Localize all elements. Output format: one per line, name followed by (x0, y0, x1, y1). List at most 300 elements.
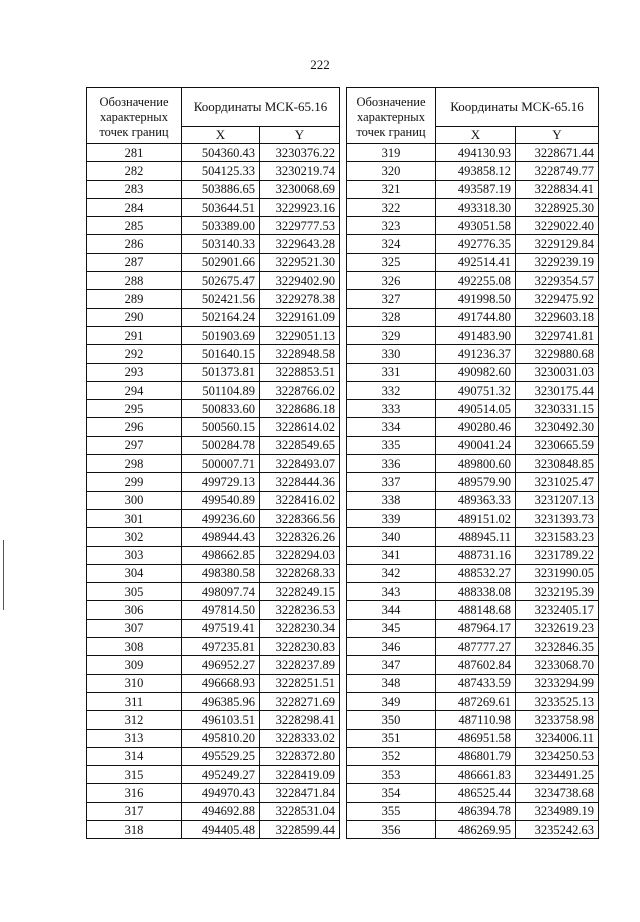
coordinates-header-left: Координаты МСК-65.16 (182, 88, 340, 127)
y-coordinate-right: 3232619.23 (516, 619, 599, 637)
point-number-right: 356 (347, 820, 436, 838)
column-gap (340, 436, 347, 454)
point-number-left: 307 (87, 619, 182, 637)
table-row (87, 729, 599, 747)
x-coordinate-right: 490041.24 (436, 436, 516, 454)
x-coordinate-right: 488945.11 (436, 528, 516, 546)
x-coordinate-right: 487269.61 (436, 692, 516, 710)
point-designation-header-left: Обозначение характерных точек границ (87, 88, 182, 144)
x-coordinate-left: 494692.88 (182, 802, 260, 820)
column-gap (340, 491, 347, 509)
point-number-right: 352 (347, 747, 436, 765)
x-coordinate-right: 487110.98 (436, 711, 516, 729)
table-row (87, 217, 599, 235)
table-body (87, 144, 599, 839)
x-coordinate-left: 496103.51 (182, 711, 260, 729)
table-row (87, 455, 599, 473)
column-gap (340, 802, 347, 820)
point-number-right: 341 (347, 546, 436, 564)
column-gap (340, 88, 347, 144)
column-gap (340, 729, 347, 747)
point-number-right: 328 (347, 308, 436, 326)
point-number-right: 348 (347, 674, 436, 692)
y-coordinate-right: 3234491.25 (516, 766, 599, 784)
x-coordinate-left: 497519.41 (182, 619, 260, 637)
point-number-left: 317 (87, 802, 182, 820)
point-number-right: 333 (347, 400, 436, 418)
x-coordinate-left: 494970.43 (182, 784, 260, 802)
y-coordinate-left: 3228416.02 (260, 491, 340, 509)
point-number-right: 350 (347, 711, 436, 729)
column-gap (340, 455, 347, 473)
x-coordinate-right: 487964.17 (436, 619, 516, 637)
y-coordinate-left: 3228493.07 (260, 455, 340, 473)
table-row (87, 674, 599, 692)
column-gap (340, 747, 347, 765)
y-coordinate-right: 3228834.41 (516, 180, 599, 198)
y-coordinate-left: 3228948.58 (260, 345, 340, 363)
x-coordinate-left: 501903.69 (182, 326, 260, 344)
table-row (87, 326, 599, 344)
column-gap (340, 363, 347, 381)
column-gap (340, 198, 347, 216)
y-coordinate-right: 3234006.11 (516, 729, 599, 747)
x-coordinate-right: 493051.58 (436, 217, 516, 235)
point-number-left: 304 (87, 564, 182, 582)
column-gap (340, 656, 347, 674)
x-coordinate-left: 504125.33 (182, 162, 260, 180)
point-number-left: 282 (87, 162, 182, 180)
x-coordinate-left: 500560.15 (182, 418, 260, 436)
y-coordinate-left: 3228326.26 (260, 528, 340, 546)
scan-mark (3, 540, 4, 610)
point-number-right: 337 (347, 473, 436, 491)
table-row (87, 198, 599, 216)
y-coordinate-left: 3228766.02 (260, 381, 340, 399)
y-coordinate-left: 3228549.65 (260, 436, 340, 454)
x-coordinate-right: 487777.27 (436, 638, 516, 656)
point-number-left: 293 (87, 363, 182, 381)
table-row (87, 308, 599, 326)
x-coordinate-right: 487602.84 (436, 656, 516, 674)
y-coordinate-left: 3228366.56 (260, 509, 340, 527)
x-coordinate-left: 498380.58 (182, 564, 260, 582)
y-coordinate-right: 3229239.19 (516, 253, 599, 271)
x-coordinate-right: 486269.95 (436, 820, 516, 838)
point-number-right: 349 (347, 692, 436, 710)
column-gap (340, 509, 347, 527)
x-coordinate-right: 491998.50 (436, 290, 516, 308)
y-coordinate-left: 3229161.09 (260, 308, 340, 326)
y-coordinate-right: 3234250.53 (516, 747, 599, 765)
point-designation-header-right: Обозначение характерных точек границ (347, 88, 436, 144)
coordinates-table (86, 87, 599, 839)
y-coordinate-right: 3230175.44 (516, 381, 599, 399)
y-coordinate-left: 3228419.09 (260, 766, 340, 784)
x-coordinate-left: 502421.56 (182, 290, 260, 308)
table-row (87, 400, 599, 418)
table-row (87, 784, 599, 802)
column-gap (340, 272, 347, 290)
x-coordinate-left: 500833.60 (182, 400, 260, 418)
point-number-right: 323 (347, 217, 436, 235)
point-number-right: 319 (347, 144, 436, 162)
point-number-left: 285 (87, 217, 182, 235)
x-coordinate-left: 502675.47 (182, 272, 260, 290)
table-row (87, 766, 599, 784)
column-gap (340, 601, 347, 619)
point-number-right: 335 (347, 436, 436, 454)
point-number-left: 291 (87, 326, 182, 344)
x-coordinate-right: 490982.60 (436, 363, 516, 381)
y-coordinate-right: 3229603.18 (516, 308, 599, 326)
point-number-left: 309 (87, 656, 182, 674)
point-number-left: 306 (87, 601, 182, 619)
x-coordinate-left: 498097.74 (182, 583, 260, 601)
y-coordinate-left: 3228614.02 (260, 418, 340, 436)
point-number-right: 342 (347, 564, 436, 582)
point-number-right: 347 (347, 656, 436, 674)
x-coordinate-left: 502901.66 (182, 253, 260, 271)
y-coordinate-right: 3228749.77 (516, 162, 599, 180)
point-number-left: 284 (87, 198, 182, 216)
x-coordinate-right: 488532.27 (436, 564, 516, 582)
point-number-right: 329 (347, 326, 436, 344)
point-number-left: 294 (87, 381, 182, 399)
point-number-right: 338 (347, 491, 436, 509)
point-number-left: 305 (87, 583, 182, 601)
column-gap (340, 711, 347, 729)
point-number-right: 353 (347, 766, 436, 784)
x-coordinate-right: 492255.08 (436, 272, 516, 290)
y-coordinate-left: 3230068.69 (260, 180, 340, 198)
table-row (87, 180, 599, 198)
point-number-right: 326 (347, 272, 436, 290)
page-number: 222 (310, 57, 330, 72)
x-coordinate-left: 498662.85 (182, 546, 260, 564)
x-coordinate-left: 496952.27 (182, 656, 260, 674)
x-coordinate-right: 490280.46 (436, 418, 516, 436)
y-header-left: Y (260, 127, 340, 144)
coordinates-header-right: Координаты МСК-65.16 (436, 88, 599, 127)
table-row (87, 436, 599, 454)
column-gap (340, 290, 347, 308)
table-row (87, 711, 599, 729)
table-row (87, 638, 599, 656)
x-coordinate-left: 501640.15 (182, 345, 260, 363)
point-number-left: 302 (87, 528, 182, 546)
x-coordinate-right: 493587.19 (436, 180, 516, 198)
y-coordinate-right: 3232846.35 (516, 638, 599, 656)
point-number-left: 286 (87, 235, 182, 253)
y-coordinate-right: 3229475.92 (516, 290, 599, 308)
y-header-right: Y (516, 127, 599, 144)
point-number-right: 343 (347, 583, 436, 601)
x-coordinate-left: 495810.20 (182, 729, 260, 747)
point-number-right: 334 (347, 418, 436, 436)
y-coordinate-left: 3228230.83 (260, 638, 340, 656)
y-coordinate-left: 3229521.30 (260, 253, 340, 271)
x-coordinate-right: 490751.32 (436, 381, 516, 399)
y-coordinate-left: 3230376.22 (260, 144, 340, 162)
point-number-left: 314 (87, 747, 182, 765)
x-coordinate-right: 494130.93 (436, 144, 516, 162)
y-coordinate-right: 3233525.13 (516, 692, 599, 710)
x-coordinate-right: 487433.59 (436, 674, 516, 692)
point-number-left: 295 (87, 400, 182, 418)
y-coordinate-right: 3233758.98 (516, 711, 599, 729)
x-coordinate-right: 489579.90 (436, 473, 516, 491)
column-gap (340, 235, 347, 253)
x-coordinate-right: 491744.80 (436, 308, 516, 326)
x-coordinate-left: 503886.65 (182, 180, 260, 198)
y-coordinate-right: 3229741.81 (516, 326, 599, 344)
x-coordinate-right: 486801.79 (436, 747, 516, 765)
column-gap (340, 619, 347, 637)
y-coordinate-left: 3229051.13 (260, 326, 340, 344)
x-coordinate-left: 497814.50 (182, 601, 260, 619)
x-coordinate-right: 490514.05 (436, 400, 516, 418)
x-coordinate-left: 501104.89 (182, 381, 260, 399)
point-number-left: 315 (87, 766, 182, 784)
table-row (87, 601, 599, 619)
y-coordinate-right: 3232195.39 (516, 583, 599, 601)
table-row (87, 235, 599, 253)
x-coordinate-left: 503140.33 (182, 235, 260, 253)
point-number-left: 281 (87, 144, 182, 162)
column-gap (340, 820, 347, 838)
table-row (87, 528, 599, 546)
y-coordinate-left: 3228249.15 (260, 583, 340, 601)
y-coordinate-left: 3229923.16 (260, 198, 340, 216)
point-number-left: 289 (87, 290, 182, 308)
point-number-right: 322 (347, 198, 436, 216)
table-row (87, 491, 599, 509)
y-coordinate-right: 3230331.15 (516, 400, 599, 418)
x-coordinate-right: 488148.68 (436, 601, 516, 619)
x-coordinate-left: 495249.27 (182, 766, 260, 784)
column-gap (340, 564, 347, 582)
point-number-right: 336 (347, 455, 436, 473)
x-coordinate-right: 489363.33 (436, 491, 516, 509)
point-number-left: 296 (87, 418, 182, 436)
x-coordinate-left: 495529.25 (182, 747, 260, 765)
x-coordinate-right: 488338.08 (436, 583, 516, 601)
column-gap (340, 692, 347, 710)
table-row (87, 509, 599, 527)
column-gap (340, 583, 347, 601)
y-coordinate-right: 3231025.47 (516, 473, 599, 491)
x-coordinate-left: 499540.89 (182, 491, 260, 509)
y-coordinate-left: 3228237.89 (260, 656, 340, 674)
x-coordinate-left: 500007.71 (182, 455, 260, 473)
point-number-left: 292 (87, 345, 182, 363)
point-number-right: 346 (347, 638, 436, 656)
point-number-right: 355 (347, 802, 436, 820)
y-coordinate-left: 3228230.34 (260, 619, 340, 637)
point-number-right: 327 (347, 290, 436, 308)
x-header-right: X (436, 127, 516, 144)
x-coordinate-left: 502164.24 (182, 308, 260, 326)
point-number-right: 344 (347, 601, 436, 619)
point-number-right: 354 (347, 784, 436, 802)
y-coordinate-left: 3228444.36 (260, 473, 340, 491)
table-row (87, 820, 599, 838)
column-gap (340, 418, 347, 436)
y-coordinate-right: 3230031.03 (516, 363, 599, 381)
table-row (87, 418, 599, 436)
point-number-left: 310 (87, 674, 182, 692)
point-number-left: 318 (87, 820, 182, 838)
table-row (87, 272, 599, 290)
table-row (87, 363, 599, 381)
point-number-left: 298 (87, 455, 182, 473)
y-coordinate-left: 3228599.44 (260, 820, 340, 838)
x-coordinate-right: 488731.16 (436, 546, 516, 564)
y-coordinate-left: 3228268.33 (260, 564, 340, 582)
column-gap (340, 400, 347, 418)
column-gap (340, 638, 347, 656)
y-coordinate-left: 3228686.18 (260, 400, 340, 418)
table-row (87, 345, 599, 363)
column-gap (340, 144, 347, 162)
y-coordinate-left: 3229402.90 (260, 272, 340, 290)
y-coordinate-right: 3234989.19 (516, 802, 599, 820)
y-coordinate-left: 3228294.03 (260, 546, 340, 564)
point-number-right: 325 (347, 253, 436, 271)
y-coordinate-right: 3232405.17 (516, 601, 599, 619)
point-number-right: 345 (347, 619, 436, 637)
table-row (87, 583, 599, 601)
y-coordinate-right: 3233068.70 (516, 656, 599, 674)
column-gap (340, 162, 347, 180)
x-coordinate-right: 492514.41 (436, 253, 516, 271)
y-coordinate-right: 3235242.63 (516, 820, 599, 838)
y-coordinate-left: 3229278.38 (260, 290, 340, 308)
x-coordinate-right: 491483.90 (436, 326, 516, 344)
y-coordinate-right: 3228671.44 (516, 144, 599, 162)
y-coordinate-right: 3231393.73 (516, 509, 599, 527)
x-coordinate-right: 486951.58 (436, 729, 516, 747)
y-coordinate-left: 3230219.74 (260, 162, 340, 180)
y-coordinate-right: 3230848.85 (516, 455, 599, 473)
point-number-left: 288 (87, 272, 182, 290)
y-coordinate-left: 3228471.84 (260, 784, 340, 802)
x-coordinate-right: 486525.44 (436, 784, 516, 802)
column-gap (340, 766, 347, 784)
y-coordinate-right: 3234738.68 (516, 784, 599, 802)
x-coordinate-right: 491236.37 (436, 345, 516, 363)
y-coordinate-right: 3231583.23 (516, 528, 599, 546)
y-coordinate-right: 3230665.59 (516, 436, 599, 454)
point-number-right: 339 (347, 509, 436, 527)
table-row (87, 473, 599, 491)
point-number-left: 300 (87, 491, 182, 509)
y-coordinate-left: 3228531.04 (260, 802, 340, 820)
point-number-left: 283 (87, 180, 182, 198)
y-coordinate-right: 3231990.05 (516, 564, 599, 582)
x-header-left: X (182, 127, 260, 144)
table-row (87, 381, 599, 399)
y-coordinate-left: 3228251.51 (260, 674, 340, 692)
point-number-left: 316 (87, 784, 182, 802)
point-number-right: 320 (347, 162, 436, 180)
column-gap (340, 308, 347, 326)
point-number-left: 308 (87, 638, 182, 656)
x-coordinate-right: 486394.78 (436, 802, 516, 820)
point-number-right: 324 (347, 235, 436, 253)
x-coordinate-right: 489800.60 (436, 455, 516, 473)
y-coordinate-right: 3229129.84 (516, 235, 599, 253)
point-number-left: 290 (87, 308, 182, 326)
y-coordinate-right: 3233294.99 (516, 674, 599, 692)
column-gap (340, 253, 347, 271)
point-number-left: 297 (87, 436, 182, 454)
y-coordinate-right: 3230492.30 (516, 418, 599, 436)
x-coordinate-right: 492776.35 (436, 235, 516, 253)
y-coordinate-right: 3229880.68 (516, 345, 599, 363)
y-coordinate-left: 3229777.53 (260, 217, 340, 235)
x-coordinate-right: 493858.12 (436, 162, 516, 180)
table-row (87, 802, 599, 820)
point-number-left: 287 (87, 253, 182, 271)
table-row (87, 692, 599, 710)
point-number-left: 311 (87, 692, 182, 710)
table-row (87, 564, 599, 582)
point-number-left: 313 (87, 729, 182, 747)
point-number-right: 340 (347, 528, 436, 546)
column-gap (340, 528, 347, 546)
y-coordinate-left: 3228236.53 (260, 601, 340, 619)
x-coordinate-left: 496385.96 (182, 692, 260, 710)
x-coordinate-left: 499729.13 (182, 473, 260, 491)
y-coordinate-right: 3231789.22 (516, 546, 599, 564)
x-coordinate-left: 498944.43 (182, 528, 260, 546)
point-number-right: 351 (347, 729, 436, 747)
x-coordinate-left: 499236.60 (182, 509, 260, 527)
y-coordinate-left: 3228333.02 (260, 729, 340, 747)
column-gap (340, 217, 347, 235)
column-gap (340, 674, 347, 692)
y-coordinate-left: 3228372.80 (260, 747, 340, 765)
y-coordinate-left: 3229643.28 (260, 235, 340, 253)
column-gap (340, 326, 347, 344)
table-row (87, 253, 599, 271)
y-coordinate-left: 3228853.51 (260, 363, 340, 381)
table-row (87, 747, 599, 765)
y-coordinate-right: 3229022.40 (516, 217, 599, 235)
column-gap (340, 784, 347, 802)
y-coordinate-right: 3228925.30 (516, 198, 599, 216)
x-coordinate-right: 493318.30 (436, 198, 516, 216)
column-gap (340, 381, 347, 399)
x-coordinate-right: 489151.02 (436, 509, 516, 527)
column-gap (340, 180, 347, 198)
column-gap (340, 345, 347, 363)
point-number-right: 330 (347, 345, 436, 363)
table-row (87, 656, 599, 674)
x-coordinate-left: 504360.43 (182, 144, 260, 162)
column-gap (340, 546, 347, 564)
point-number-left: 301 (87, 509, 182, 527)
point-number-right: 321 (347, 180, 436, 198)
x-coordinate-left: 503389.00 (182, 217, 260, 235)
column-gap (340, 473, 347, 491)
x-coordinate-left: 501373.81 (182, 363, 260, 381)
x-coordinate-left: 500284.78 (182, 436, 260, 454)
x-coordinate-right: 486661.83 (436, 766, 516, 784)
y-coordinate-right: 3229354.57 (516, 272, 599, 290)
